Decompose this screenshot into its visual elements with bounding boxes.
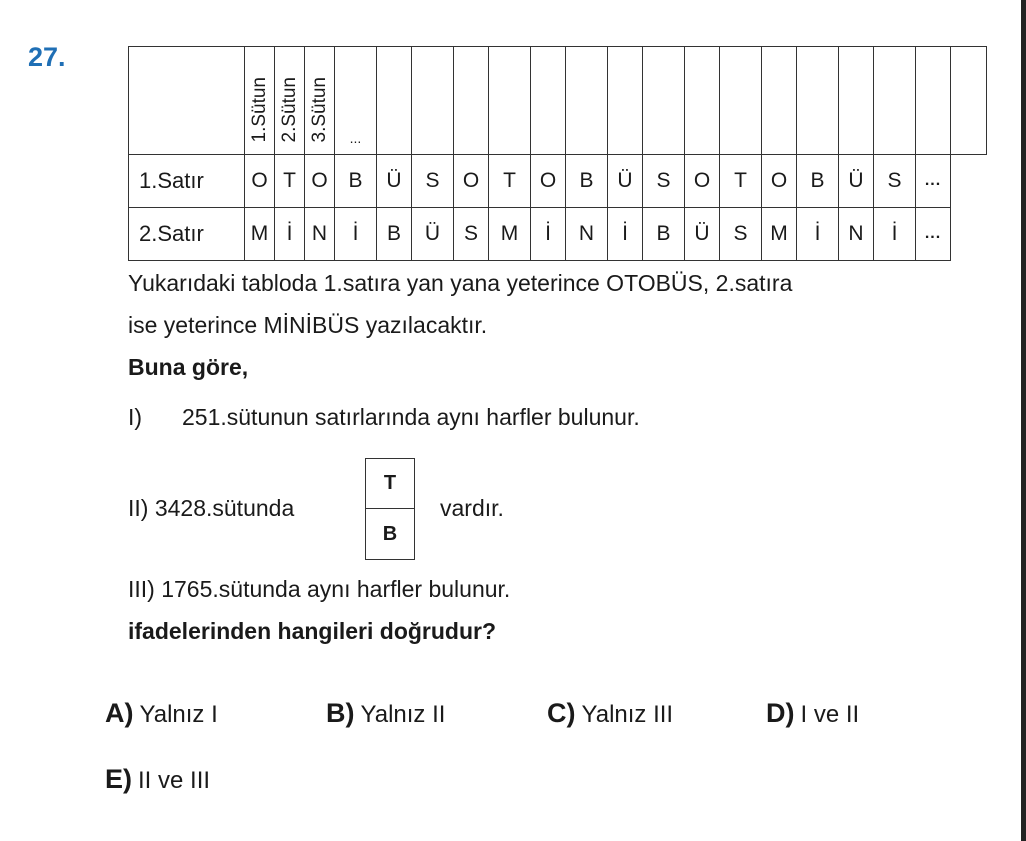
- letter-cell: B: [797, 155, 839, 208]
- letter-cell: Ü: [412, 208, 454, 261]
- right-edge-bar: [1021, 0, 1026, 841]
- letter-cell: İ: [874, 208, 916, 261]
- letter-cell: İ: [275, 208, 305, 261]
- col-header-1: [245, 47, 275, 155]
- lead-text: Buna göre,: [128, 354, 249, 380]
- letter-cell: S: [412, 155, 454, 208]
- statement-1-text: 251.sütunun satırlarında aynı harfler bulunur.: [182, 404, 640, 430]
- intro-line-2: ise yeterince MİNİBÜS yazılacaktır.: [128, 312, 488, 338]
- option-e[interactable]: [105, 764, 210, 795]
- letter-cell: O: [762, 155, 797, 208]
- letter-cell: M: [762, 208, 797, 261]
- letter-cell: M: [245, 208, 275, 261]
- option-d[interactable]: [766, 698, 859, 729]
- letter-cell: B: [377, 208, 412, 261]
- option-key: B): [326, 698, 355, 728]
- letter-cell: O: [454, 155, 489, 208]
- statement-2-suffix: vardır.: [440, 495, 504, 521]
- col-header-empty: [916, 47, 951, 155]
- col-header-empty: [762, 47, 797, 155]
- table-row-2: [129, 208, 987, 261]
- letter-cell: Ü: [377, 155, 412, 208]
- row-label: 1.Satır: [129, 155, 245, 208]
- col-header-empty: [874, 47, 916, 155]
- col-header-empty: [412, 47, 454, 155]
- letter-cell: N: [839, 208, 874, 261]
- table-row-1: [129, 155, 987, 208]
- col-header-empty: [720, 47, 762, 155]
- letter-box: [365, 458, 415, 560]
- letter-table: [128, 46, 987, 261]
- corner-cell: [129, 47, 245, 155]
- col-header-empty: [454, 47, 489, 155]
- letter-box-bottom: B: [382, 522, 398, 545]
- option-key: C): [547, 698, 576, 728]
- letter-cell: T: [720, 155, 762, 208]
- statement-3-text: III) 1765.sütunda aynı harfler bulunur.: [128, 576, 511, 602]
- col-header-empty: [377, 47, 412, 155]
- letter-cell: B: [335, 155, 377, 208]
- row-label: 2.Satır: [129, 208, 245, 261]
- option-key: A): [105, 698, 134, 728]
- table-header-row: [129, 47, 987, 155]
- option-text: Yalnız I: [139, 701, 218, 728]
- statement-1-number: I): [128, 404, 143, 430]
- letter-cell: İ: [608, 208, 643, 261]
- option-c[interactable]: [547, 698, 673, 729]
- letter-cell: O: [531, 155, 566, 208]
- option-key: D): [766, 698, 795, 728]
- option-key: E): [105, 764, 132, 794]
- col-header-label: ...: [349, 130, 362, 146]
- col-header-empty: [839, 47, 874, 155]
- letter-box-top: T: [366, 459, 414, 509]
- option-a[interactable]: [105, 698, 218, 729]
- letter-cell: O: [245, 155, 275, 208]
- letter-cell: O: [305, 155, 335, 208]
- option-text: Yalnız III: [581, 701, 674, 728]
- col-header-label: 2.Sütun: [279, 76, 300, 142]
- col-header-empty: [566, 47, 608, 155]
- letter-cell: B: [643, 208, 685, 261]
- question-number: 27.: [28, 42, 66, 72]
- letter-cell: İ: [797, 208, 839, 261]
- letter-cell: N: [566, 208, 608, 261]
- col-header-empty: [531, 47, 566, 155]
- letter-cell: N: [305, 208, 335, 261]
- option-text: II ve III: [138, 767, 211, 794]
- letter-cell: M: [489, 208, 531, 261]
- col-header-empty: [643, 47, 685, 155]
- statement-2-prefix: II) 3428.sütunda: [128, 495, 295, 521]
- option-text: Yalnız II: [360, 701, 446, 728]
- letter-cell: İ: [335, 208, 377, 261]
- letter-cell: T: [489, 155, 531, 208]
- col-header-3: [305, 47, 335, 155]
- col-header-ellipsis: [335, 47, 377, 155]
- letter-cell: O: [685, 155, 720, 208]
- col-header-label: 1.Sütun: [249, 76, 270, 142]
- question-prompt: ifadelerinden hangileri doğrudur?: [128, 618, 497, 644]
- letter-cell: B: [566, 155, 608, 208]
- letter-cell: Ü: [608, 155, 643, 208]
- col-header-2: [275, 47, 305, 155]
- letter-cell: S: [454, 208, 489, 261]
- ellipsis-cell: ...: [916, 208, 951, 261]
- letter-cell: S: [720, 208, 762, 261]
- col-header-empty: [797, 47, 839, 155]
- letter-cell: Ü: [839, 155, 874, 208]
- letter-cell: S: [643, 155, 685, 208]
- col-header-label: 3.Sütun: [309, 76, 330, 142]
- option-text: I ve II: [800, 701, 860, 728]
- letter-cell: S: [874, 155, 916, 208]
- col-header-empty: [685, 47, 720, 155]
- col-header-empty: [489, 47, 531, 155]
- letter-cell: İ: [531, 208, 566, 261]
- letter-cell: Ü: [685, 208, 720, 261]
- letter-cell: T: [275, 155, 305, 208]
- intro-line-1: Yukarıdaki tabloda 1.satıra yan yana yeterince OTOBÜS, 2.satıra: [128, 270, 793, 296]
- col-header-empty: [951, 47, 987, 155]
- col-header-empty: [608, 47, 643, 155]
- option-b[interactable]: [326, 698, 445, 729]
- ellipsis-cell: ...: [916, 155, 951, 208]
